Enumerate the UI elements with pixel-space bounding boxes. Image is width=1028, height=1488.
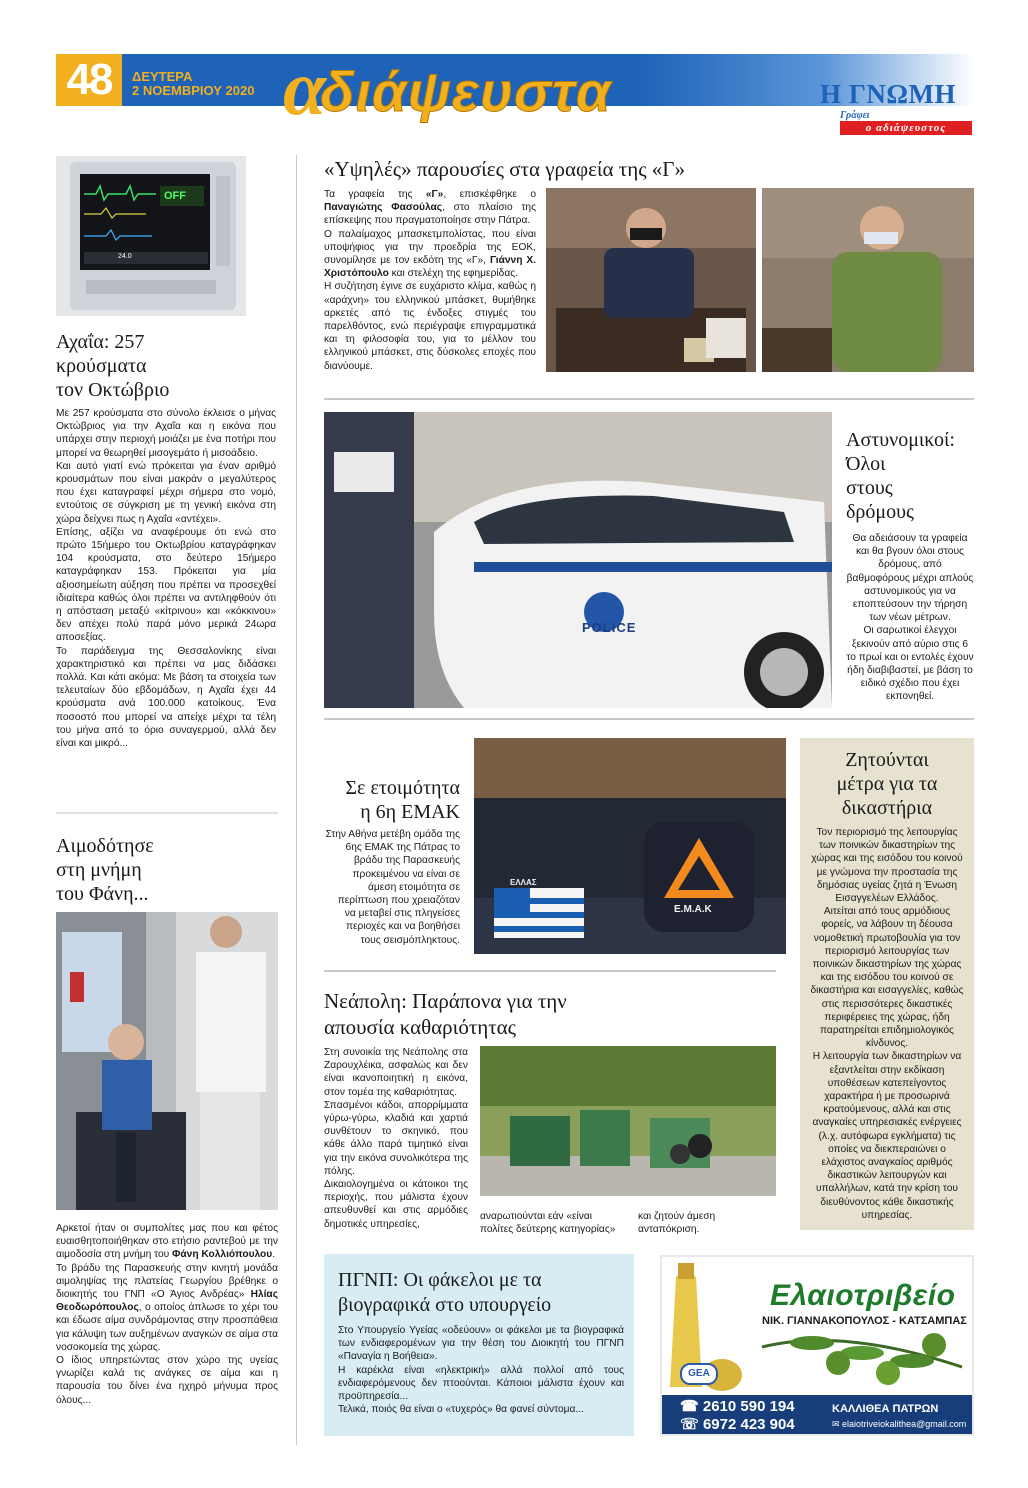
monitor-value: 24.0 xyxy=(118,253,132,260)
headline-line: Αιμοδότησε xyxy=(56,835,154,857)
newspaper-logo: Η ΓΝΩΜΗ xyxy=(820,79,957,109)
section-divider xyxy=(324,718,974,720)
headline-line: Σε ετοιμότητα xyxy=(345,777,460,799)
headline-line: στη μνήμη xyxy=(56,859,142,881)
name-highlight: Παναγιώτης Φασούλας xyxy=(324,202,443,214)
text: , επισκέφθηκε ο xyxy=(443,189,536,200)
name-highlight: Φάνη Κολλιόπουλου xyxy=(172,1249,273,1261)
paragraph: Ο ίδιος υπηρετώντας στον χώρο της υγείας γνωρίζει καλά τις ανάγκες σε αίμα και η παρουσία του δίνει ένα ηχηρό μήνυμα προς όλους... xyxy=(56,1355,278,1406)
police-headline xyxy=(846,428,974,524)
logo-tagline: Γράφει xyxy=(840,110,870,121)
paragraph: Αιτείται από τους αρμόδιους φορείς, να λάβουν τη δέουσα νομοθετική πρωτοβουλία για τον περιορισμό λειτουργίας των ποινικών δικαστηρίων της χώρας και της εισόδου του κοινού σε δικαστήρια και εισαγγελίες, καθώς στις περισσότερες δικαστικές περιφέρειες της χώρας, ήδη παρατηρείται επιδημιολογικός κίνδυνος. xyxy=(810,906,964,1050)
paragraph xyxy=(324,188,536,228)
neapoli-col2: αναρωτιούνται εάν «είναι πολίτες δεύτερης κατηγορίας» xyxy=(480,1211,616,1236)
gea-badge: GEA xyxy=(680,1363,718,1385)
paragraph: Στη συνοικία της Νεάπολης στα Ζαρουχλέικα, ασφαλώς και δεν είναι ικανοποιητική η εικόνα, στον τομέα της καθαριότητας. xyxy=(324,1047,468,1098)
neapoli-col3: και ζητούν άμεση ανταπόκριση. xyxy=(638,1211,716,1236)
paragraph: Σπασμένοι κάδοι, απορρίμματα γύρω-γύρω, κλαδιά και χαρτιά συνθέτουν το σκηνικό, που κάθε άλλο παρά τιμητικό είναι για την εικόνα συνολικότερα της πόλης. xyxy=(324,1099,468,1177)
police-car-label: POLICE xyxy=(582,620,637,635)
section-divider xyxy=(324,970,776,972)
headline-line: στους xyxy=(846,477,893,499)
headline-line: Νεάπολη: Παράπονα για την xyxy=(324,989,567,1013)
section-divider xyxy=(56,812,278,814)
olive-mill-advertisement[interactable] xyxy=(660,1255,974,1436)
paragraph: Το παράδειγμα της Θεσσαλονίκης είναι χαρακτηριστικό και πρέπει να μας διδάσκει πολλά. Και κάτι ακόμα: Με βάση τα στοιχεία των τελευταίων δύο εβδομάδων, η Αχαΐα έχει 44 κρούσματα ανά 100.000 κατοίκους. Ένα ποσοστό που μπορεί να απείχε μέχρι τα τέλη του μήνα από το όριο συναγερμού, αλλά δεν είναι και μικρό... xyxy=(56,645,276,750)
text: , ο οποίος άπλωσε το χέρι του και έδωσε αίμα συνδράμοντας στην προσπάθεια για κάλυψη των αυξημένων αναγκών σε αίμα στα νοσοκομεία της χώρας. xyxy=(56,1302,278,1353)
visit-body xyxy=(324,188,536,373)
paragraph xyxy=(56,1262,278,1354)
blood-headline xyxy=(56,834,286,906)
emak-body xyxy=(324,828,460,947)
headline-line: ΠΓΝΠ: Οι φάκελοι με τα xyxy=(338,1269,542,1291)
paragraph: Στο Υπουργείο Υγείας «οδεύουν» οι φάκελοι με τα βιογραφικά των ενδιαφερομένων για την θέση του Διοικητή του ΠΓΝΠ «Παναγία η Βοήθεια». xyxy=(338,1325,624,1363)
paragraph: Η συζήτηση έγινε σε ευχάριστο κλίμα, καθώς η «αράχνη» του ελληνικού μπάσκετ, θυμήθηκε αρκετές από τις ένδοξες στιγμές του παρελθόντος, ενώ περιέγραψε επιγραμματικά και τη φιλοσοφία του, για το μέλλον του ελληνικού μπάσκετ, στις δύσκολες εποχές που διανύουμε. xyxy=(324,281,536,372)
headline-line: Αστυνομικοί: xyxy=(846,429,955,451)
text: «Γ» xyxy=(425,189,444,200)
ad-phone-landline[interactable]: ☎ 2610 590 194 xyxy=(680,1398,795,1415)
text: . xyxy=(272,1249,276,1261)
ad-subtitle: ΝΙΚ. ΓΙΑΝΝΑΚΟΠΟΥΛΟΣ - ΚΑΤΣΑΜΠΑΣ xyxy=(762,1315,967,1327)
name-highlight: Γιάννη Χ. Χριστόπουλο xyxy=(324,255,537,280)
paragraph: Τελικά, ποιός θα είναι ο «τυχερός» θα φανεί σύντομα... xyxy=(338,1404,584,1416)
text: Το βράδυ της Παρασκευής στην κινητή μονάδα αιμοληψίας της πλατείας Γεωργίου βρέθηκε ο διοικητής του ΓΝΠ «Ο Άγιος Ανδρέας» xyxy=(56,1262,278,1301)
emak-patch-text: Ε.Μ.Α.Κ xyxy=(674,904,712,915)
pgnp-body xyxy=(338,1324,624,1416)
visit-headline: «Υψηλές» παρουσίες στα γραφεία της «Γ» xyxy=(324,157,685,181)
paragraph: Δικαιολογημένα οι κάτοικοι της περιοχής, που μάλιστα έχουν απευθυνθεί και στις αρμόδιες δημοτικές υπηρεσίες, xyxy=(324,1179,468,1230)
paragraph: Με 257 κρούσματα στο σύνολο έκλεισε ο μήνας Οκτώβριος για την Αχαΐα και η εικόνα που υπάρχει στην περιοχή μοιάζει με ένα ποτήρι που μπορεί να θεωρηθεί μισογεμάτο ή μισοάδειο. xyxy=(56,408,276,459)
paragraph: Στην Αθήνα μετέβη ομάδα της 6ης ΕΜΑΚ της Πάτρας το βράδυ της Παρασκευής προκειμένου να είναι σε άμεση ετοιμότητα σε περίπτωση που χρειαζόταν να μεταβεί στις πληγείσες περιοχές και να βοηθήσει τους σεισμόπληκτους. xyxy=(325,829,460,946)
header-date: 2 ΝΟΕΜΒΡΙΟΥ 2020 xyxy=(132,83,255,98)
ad-phone-mobile[interactable]: ☏ 6972 423 904 xyxy=(680,1416,795,1433)
text: και στελέχη της εφημερίδας. xyxy=(388,268,518,280)
headline-line: τον Οκτώβριο xyxy=(56,379,170,401)
blood-body xyxy=(56,1222,278,1407)
pgnp-headline xyxy=(338,1268,628,1318)
headline-line: δρόμους xyxy=(846,501,914,523)
paragraph: Η λειτουργία των δικαστηρίων να εξαντλείται στην εκδίκαση υποθέσεων κατεπείγοντος χαρακτήρα ή με προσωρινά κρατούμενους, αλλά και στις αναγκαίες υπηρεσιακές ενέργειες (λ.χ. αυτόφωρα εγκλήματα) τις οποίες να διεκπεραιώνει ο ελάχιστος αναγκαίος αριθμός δικαστικών λειτουργών και υπαλλήλων, κατά την κρίση του διευθύνοντος κάθε δικαστικής υπηρεσίας. xyxy=(812,1051,962,1221)
page-number: 48 xyxy=(56,54,122,106)
neapoli-body xyxy=(324,1046,468,1231)
visit-photo-right xyxy=(762,188,974,372)
section-title xyxy=(283,44,612,131)
email-text: elaiotriveiokalithea@gmail.com xyxy=(842,1419,967,1429)
paragraph: Επίσης, αξίζει να αναφέρουμε ότι ενώ στο πρώτο 15ήμερο του Οκτωβρίου καταγράφηκαν 104 κρούσματα, στο δεύτερο 15ήμερο καταγράφηκαν 153. Πρόκειται για μία αξιοσημείωτη αύξηση που πρέπει να προσεχθεί ιδιαίτερα καθώς όλοι πρέπει να αντιληφθούν ότι η απόσταση μεταξύ «κίτρινου» και «κόκκινου» δεν απέχει πολύ παρά μόνο μερικά 24ωρα αποσεξίας. xyxy=(56,526,276,644)
text: , στο πλαίσιο της επίσκεψης που πραγματοποίησε στην Πάτρα. xyxy=(324,202,536,227)
ad-city: ΚΑΛΛΙΘΕΑ ΠΑΤΡΩΝ xyxy=(832,1403,939,1415)
courts-headline xyxy=(800,748,974,820)
ad-email[interactable]: ✉ elaiotriveiokalithea@gmail.com xyxy=(832,1419,967,1429)
monitor-status: OFF xyxy=(164,190,186,202)
header-day: ΔΕΥΤΕΡΑ xyxy=(132,69,193,84)
headline-line: δικαστήρια xyxy=(841,797,933,819)
headline-line: Ζητούνται xyxy=(845,749,929,771)
headline-line: μέτρα για τα xyxy=(836,773,938,795)
section-divider xyxy=(324,398,974,400)
paragraph xyxy=(56,1222,278,1262)
emak-photo xyxy=(474,738,786,954)
paragraph: Τον περιορισμό της λειτουργίας των ποινικών δικαστηρίων της χώρας και της εισόδου του κοινού με γνώμονα την προστασία της δημόσιας υγείας ζητά η Ένωση Εισαγγελέων Ελλάδος. xyxy=(811,827,963,905)
neapoli-photo xyxy=(480,1046,776,1196)
text: Αρκετοί ήταν οι συμπολίτες μας που και φέτος ευαισθητοποιήθηκαν στο ετήσιο ραντεβού με την αιμοδοσία στη μνήμη του xyxy=(56,1223,278,1261)
paragraph: Οι σαρωτικοί έλεγχοι ξεκινούν από αύριο στις 6 το πρωί και οι εντολές έχουν ήδη διαβιβαστεί, με βάση το ειδικό σχέδιο που έχει εκπονηθεί. xyxy=(846,625,974,703)
column-divider xyxy=(296,155,297,1445)
headline-line: η 6η ΕΜΑΚ xyxy=(360,801,460,823)
headline-line: απουσία καθαριότητας xyxy=(324,1015,516,1039)
courts-body xyxy=(808,826,966,1222)
phone-number: 2610 590 194 xyxy=(702,1398,795,1415)
emak-headline xyxy=(324,776,460,824)
police-car-photo xyxy=(324,412,832,708)
achaia-headline xyxy=(56,330,286,402)
phone-number: 6972 423 904 xyxy=(702,1416,795,1433)
text: Ο παλαίμαχος μπασκετμπολίστας, που είναι υποψήφιος για την προεδρία της ΕΟΚ, συνομίλησε με τον εκδότη της «Γ», xyxy=(324,228,536,267)
logo-tagline-red: ο αδιάψευστος xyxy=(840,121,972,135)
text: Τα γραφεία της xyxy=(324,189,426,200)
police-body xyxy=(846,532,974,704)
paragraph: Και αυτό γιατί ενώ πρόκειται για έναν αριθμό κρουσμάτων που είναι μακράν ο μεγαλύτερος που έχει καταγραφεί μέχρι σήμερα στο νομό, εντούτοις σε σύγκριση με τη γενική εικόνα στη χώρα δείχνει πως η Αχαΐα «αντέχει». xyxy=(56,460,276,525)
headline-line: κρούσματα xyxy=(56,355,147,377)
neapoli-headline xyxy=(324,988,776,1040)
ad-title: Ελαιοτριβείο xyxy=(770,1279,956,1312)
headline-line: βιογραφικά στο υπουργείο xyxy=(338,1294,552,1316)
section-title-rest: διάψευστα xyxy=(320,60,612,123)
headline-line: του Φάνη... xyxy=(56,883,149,905)
achaia-body xyxy=(56,407,276,750)
paragraph: Θα αδειάσουν τα γραφεία και θα βγουν όλοι στους δρόμους, από βαθμοφόρους μέχρι απλούς αστυνομικούς για να εποπτεύσουν την τήρηση των νέων μέτρων. xyxy=(846,533,974,624)
visit-photo-left xyxy=(546,188,756,372)
paragraph: Η καρέκλα είναι «ηλεκτρική» αλλά πολλοί από τους ενδιαφερόμενους δεν πτοούνται. Κάποιοι μάλιστα έχουν και προϋπηρεσία... xyxy=(338,1364,624,1403)
emak-flag-text: ΕΛΛΑΣ xyxy=(510,878,537,887)
section-title-initial: α xyxy=(283,44,327,131)
name-highlight: Ηλίας Θεοδωρόπουλος xyxy=(56,1289,278,1314)
paragraph xyxy=(324,228,536,281)
blood-donation-photo xyxy=(56,912,278,1210)
monitor-photo xyxy=(56,156,246,316)
headline-line: Αχαΐα: 257 xyxy=(56,331,145,353)
headline-line: Όλοι xyxy=(846,453,886,475)
